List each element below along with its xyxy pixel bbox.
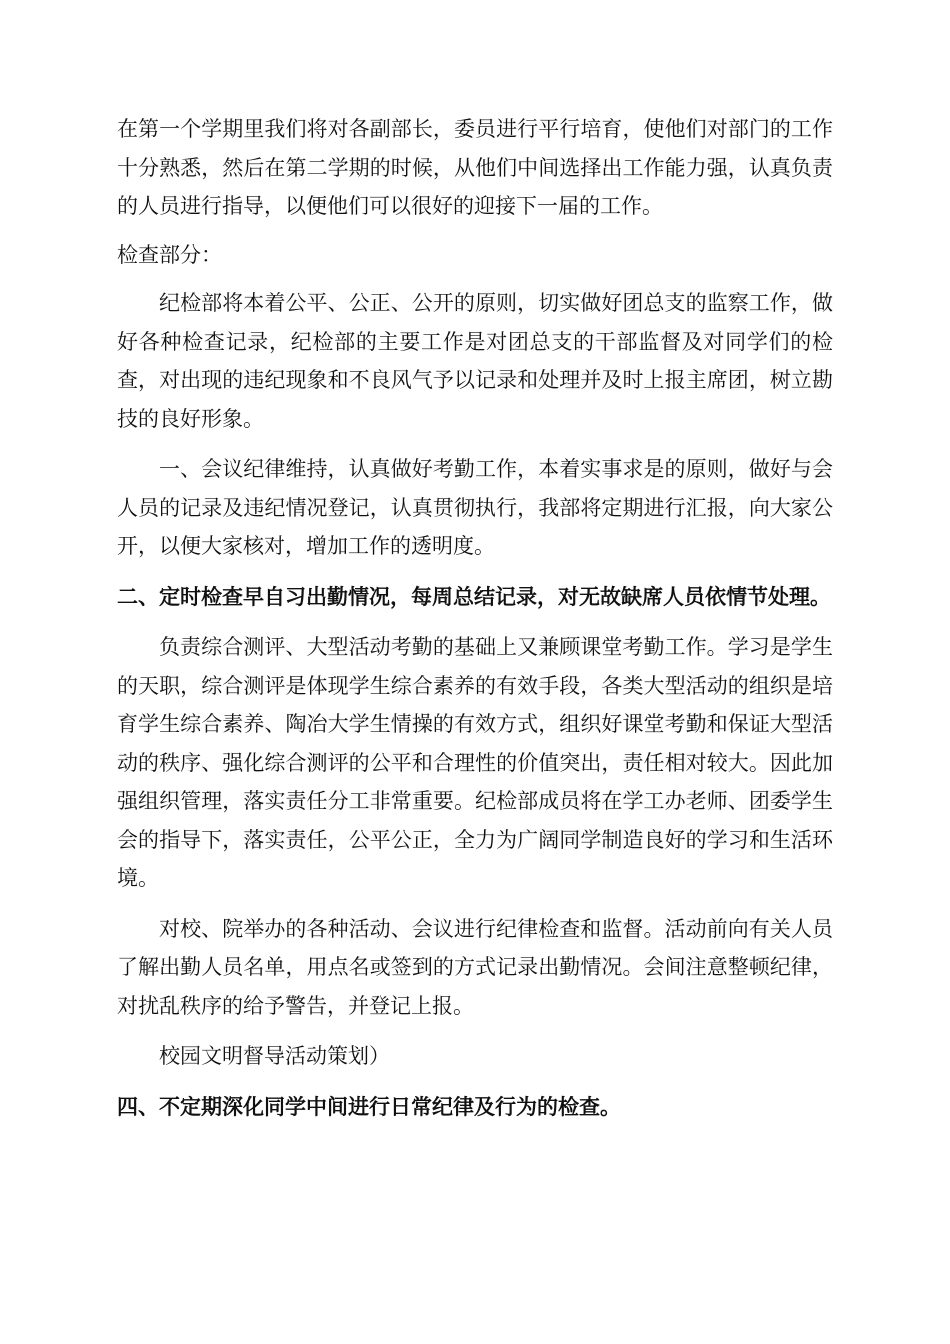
- paragraph-attendance-duties: 负责综合测评、大型活动考勤的基础上又兼顾课堂考勤工作。学习是学生的天职，综合测评是体现学生综合素养的有效手段，各类大型活动的组织是培育学生综合素养、陶冶大学生情操的有效方式，组织好课堂考勤和保证大型活动的秩序、强化综合测评的公平和合理性的价值突出，责任相对较大。因此加强组织管理，落实责任分工非常重要。纪检部成员将在学工办老师、团委学生会的指导下，落实责任，公平公正，全力为广阔同学制造良好的学习和生活环境。: [117, 635, 833, 890]
- paragraph-inspection-intro: 纪检部将本着公平、公正、公开的原则，切实做好团总支的监察工作，做好各种检查记录，纪检部的主要工作是对团总支的干部监督及对同学们的检查，对出现的违纪现象和不良风气予以记录和处理并及时上报主席团，树立勘技的良好形象。: [117, 291, 833, 431]
- paragraph-training: 在第一个学期里我们将对各副部长，委员进行平行培育，使他们对部门的工作十分熟悉，然后在第二学期的时候，从他们中间选择出工作能力强，认真负责的人员进行指导，以便他们可以很好的迎接下一届的工作。: [117, 117, 833, 218]
- paragraph-event-supervision: 对校、院举办的各种活动、会议进行纪律检查和监督。活动前向有关人员了解出勤人员名单，用点名或签到的方式记录出勤情况。会间注意整顿纪律，对扰乱秩序的给予警告，并登记上报。: [117, 916, 833, 1018]
- paragraph-campus-civility: 校园文明督导活动策划）: [159, 1044, 390, 1068]
- heading-irregular-check: 四、不定期深化同学中间进行日常纪律及行为的检查。: [117, 1094, 621, 1119]
- heading-morning-study-check: 二、定时检查早自习出勤情况，每周总结记录，对无故缺席人员依情节处理。: [117, 584, 831, 609]
- section-label-inspection: 检查部分：: [117, 242, 222, 267]
- paragraph-meeting-discipline: 一、会议纪律维持，认真做好考勤工作，本着实事求是的原则，做好与会人员的记录及违纪情况登记，认真贯彻执行，我部将定期进行汇报，向大家公开，以便大家核对，增加工作的透明度。: [117, 457, 833, 558]
- document-page: [117, 110, 833, 1126]
